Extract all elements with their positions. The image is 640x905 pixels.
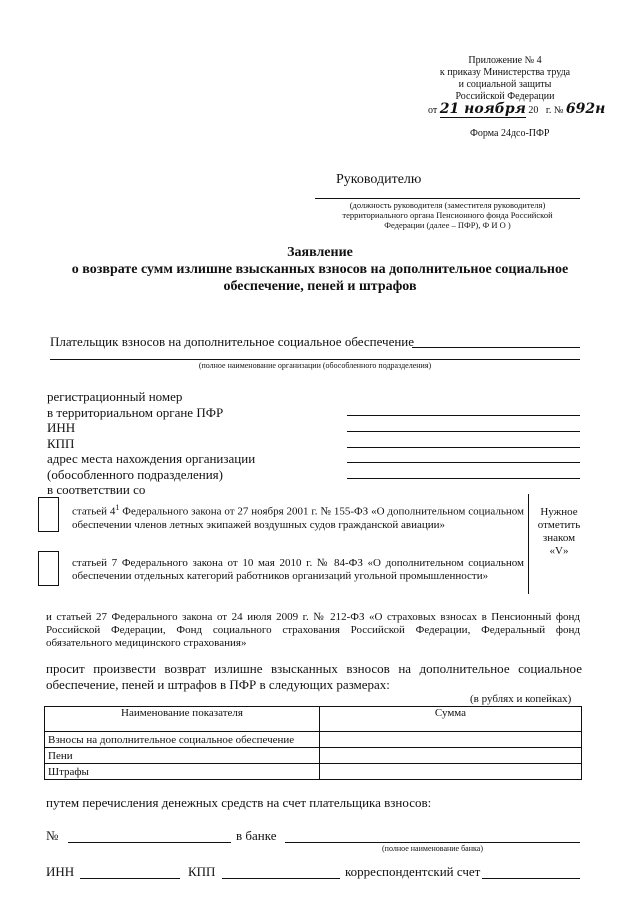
option2-checkbox[interactable] xyxy=(38,551,59,586)
document-title xyxy=(40,244,600,295)
option1-text-rest: Федерального закона от 27 ноября 2001 г. № 155-ФЗ «О дополнительном социальном обеспечении членов летных экипажей воздушных судов гражданской авиации» xyxy=(72,505,524,531)
correspondent-account-field[interactable] xyxy=(482,878,580,879)
mark-instruction-line4: «V» xyxy=(549,545,569,557)
appendix-line3: и социальной защиты xyxy=(458,79,552,90)
bank-kpp-field[interactable] xyxy=(222,878,340,879)
table-row xyxy=(45,764,582,780)
addressee-note-line3: Федерации (далее – ПФР), Ф И О ) xyxy=(384,220,511,230)
table-row xyxy=(45,748,582,764)
account-number-field[interactable] xyxy=(68,842,231,843)
payer-name-line-1[interactable] xyxy=(412,347,580,348)
bank-kpp-label: КПП xyxy=(188,864,216,879)
bank-note: (полное наименование банка) xyxy=(382,844,483,853)
bank-name-field[interactable] xyxy=(285,842,580,843)
appendix-date-row xyxy=(428,101,605,117)
kpp-label: КПП xyxy=(47,435,75,451)
appendix-line2: к приказу Министерства труда xyxy=(439,67,571,78)
addressee-note-line1: (должность руководителя (заместителя руководителя) xyxy=(349,200,546,210)
table-header-name: Наименование показателя xyxy=(45,707,320,732)
amounts-table xyxy=(44,706,582,780)
table-header-row xyxy=(45,707,582,732)
registration-label xyxy=(47,389,255,498)
mark-instruction xyxy=(532,506,586,558)
title-line2: о возврате сумм излишне взысканных взносов на дополнительное социальное xyxy=(71,262,569,277)
registration-label-line2: в территориальном органе ПФР xyxy=(47,404,224,420)
kpp-field[interactable] xyxy=(347,447,580,448)
inn-field[interactable] xyxy=(347,431,580,432)
address-field-line1[interactable] xyxy=(347,462,580,463)
year-suffix: г. xyxy=(545,105,552,116)
address-label-line2: (обособленного подразделения) xyxy=(47,466,223,482)
form-name: Форма 24дсо-ПФР xyxy=(470,128,550,139)
title-line3: обеспечение, пеней и штрафов xyxy=(223,279,417,294)
table-header-sum: Сумма xyxy=(320,707,582,732)
payer-label: Плательщик взносов на дополнительное социальное обеспечение xyxy=(50,334,415,349)
date-prefix: от xyxy=(428,105,438,116)
addressee-note xyxy=(315,200,580,230)
appendix-block xyxy=(420,55,590,103)
transfer-text: путем перечисления денежных средств на счет плательщика взносов: xyxy=(46,795,432,810)
mark-instruction-line1: Нужное xyxy=(540,506,578,518)
account-number-label: № xyxy=(46,828,59,843)
inn-label: ИНН xyxy=(47,420,76,435)
table-units: (в рублях и копейках) xyxy=(470,693,572,705)
option1-checkbox[interactable] xyxy=(38,497,59,532)
number-prefix: № xyxy=(553,105,564,116)
year-prefix: 20 xyxy=(528,105,539,116)
appendix-line1: Приложение № 4 xyxy=(468,55,542,66)
mark-instruction-line2: отметить xyxy=(537,519,581,531)
registration-label-line1: регистрационный номер xyxy=(47,389,183,404)
table-cell-sum[interactable] xyxy=(320,748,582,764)
addressee-label: Руководителю xyxy=(336,172,422,187)
payer-name-line-2[interactable] xyxy=(50,359,580,360)
title-line1: Заявление xyxy=(287,245,353,260)
according-label: в соответствии со xyxy=(47,482,146,497)
registration-number-field[interactable] xyxy=(347,415,580,416)
table-cell-sum[interactable] xyxy=(320,764,582,780)
bank-label: в банке xyxy=(236,828,277,843)
date-handwritten: 21 ноября xyxy=(439,101,526,117)
mark-instruction-line3: знаком xyxy=(542,532,576,544)
address-label-line1: адрес места нахождения организации xyxy=(47,451,256,466)
option2-text: статьей 7 Федерального закона от 10 мая 2010 г. № 84-ФЗ «О дополнительном социальном обеспечении отдельных категорий работников организаций угольной промышленности» xyxy=(72,557,524,582)
correspondent-account-label: корреспондентский счет xyxy=(345,864,481,879)
table-row xyxy=(45,732,582,748)
option1-text-sup: 1 xyxy=(115,503,120,512)
option1-text-start: статьей 4 xyxy=(72,505,116,518)
addressee-line xyxy=(315,198,580,199)
addressee-note-line2: территориального органа Пенсионного фонда Российской xyxy=(342,210,553,220)
bank-inn-label: ИНН xyxy=(46,864,75,879)
number-handwritten: 692н xyxy=(565,101,606,117)
law-text: и статьей 27 Федерального закона от 24 июля 2009 г. № 212-ФЗ «О страховых взносах в Пенсионный фонд Российской Федерации, Фонд социального страхования Российской Федерации, Федеральный фонд обязательного медицинского страхования» xyxy=(46,611,580,649)
table-cell-name: Взносы на дополнительное социальное обеспечение xyxy=(45,732,320,748)
appendix-line4: Российской Федерации xyxy=(455,91,555,102)
options-bracket xyxy=(528,494,531,594)
option1-text xyxy=(72,501,524,532)
table-cell-sum[interactable] xyxy=(320,732,582,748)
bank-inn-field[interactable] xyxy=(80,878,180,879)
table-cell-name: Пени xyxy=(45,748,320,764)
address-field-line2[interactable] xyxy=(347,478,580,479)
payer-note: (полное наименование организации (обособленного подразделения) xyxy=(198,361,432,370)
table-cell-name: Штрафы xyxy=(45,764,320,780)
request-text: просит произвести возврат излишне взысканных взносов на дополнительное социальное обеспечение, пеней и штрафов в ПФР в следующих размерах: xyxy=(46,661,582,692)
